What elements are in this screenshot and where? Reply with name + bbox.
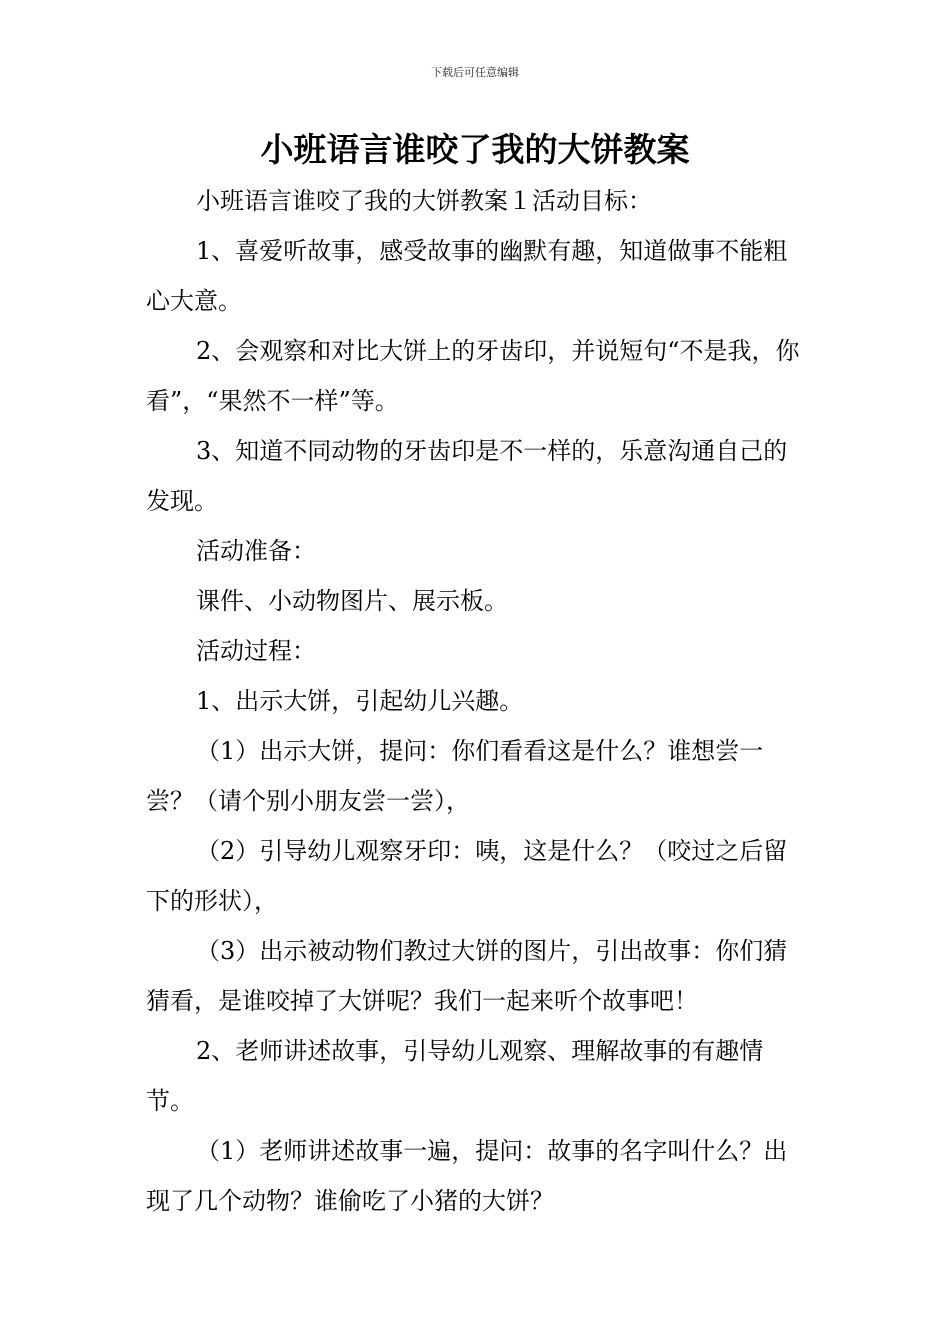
paragraph-objective-1: 1、喜爱听故事，感受故事的幽默有趣，知道做事不能粗心大意。 xyxy=(146,237,788,315)
paragraph-objective-2: 2、会观察和对比大饼上的牙齿印，并说短句“不是我，你看”，“果然不一样”等。 xyxy=(146,337,800,415)
page-header-note: 下载后可任意编辑 xyxy=(431,66,519,79)
paragraph-step-2: 2、老师讲述故事，引导幼儿观察、理解故事的有趣情节。 xyxy=(146,1037,764,1115)
paragraph-step-1: 1、出示大饼，引起幼儿兴趣。 xyxy=(196,687,524,715)
paragraph-process-heading: 活动过程： xyxy=(196,637,316,665)
paragraph-step-1-sub-2: （2）引导幼儿观察牙印：咦，这是什么？（咬过之后留下的形状）， xyxy=(146,837,788,915)
paragraph-preparation-heading: 活动准备： xyxy=(196,537,316,565)
document-body xyxy=(146,176,810,1226)
paragraph-preparation-items: 课件、小动物图片、展示板。 xyxy=(196,587,508,615)
paragraph-step-2-sub-1: （1）老师讲述故事一遍，提问：故事的名字叫什么？出现了几个动物？谁偷吃了小猪的大饼？ xyxy=(146,1137,788,1215)
paragraph-intro-objectives: 小班语言谁咬了我的大饼教案１活动目标： xyxy=(196,187,652,215)
paragraph-step-1-sub-1: （1）出示大饼，提问：你们看看这是什么？谁想尝一尝？（请个别小朋友尝一尝）， xyxy=(146,737,764,815)
document-title: 小班语言谁咬了我的大饼教案 xyxy=(260,130,690,169)
paragraph-objective-3: 3、知道不同动物的牙齿印是不一样的，乐意沟通自己的发现。 xyxy=(146,437,788,515)
paragraph-step-1-sub-3: （3）出示被动物们教过大饼的图片，引出故事：你们猜猜看，是谁咬掉了大饼呢？我们一起来听个故事吧！ xyxy=(146,937,788,1015)
